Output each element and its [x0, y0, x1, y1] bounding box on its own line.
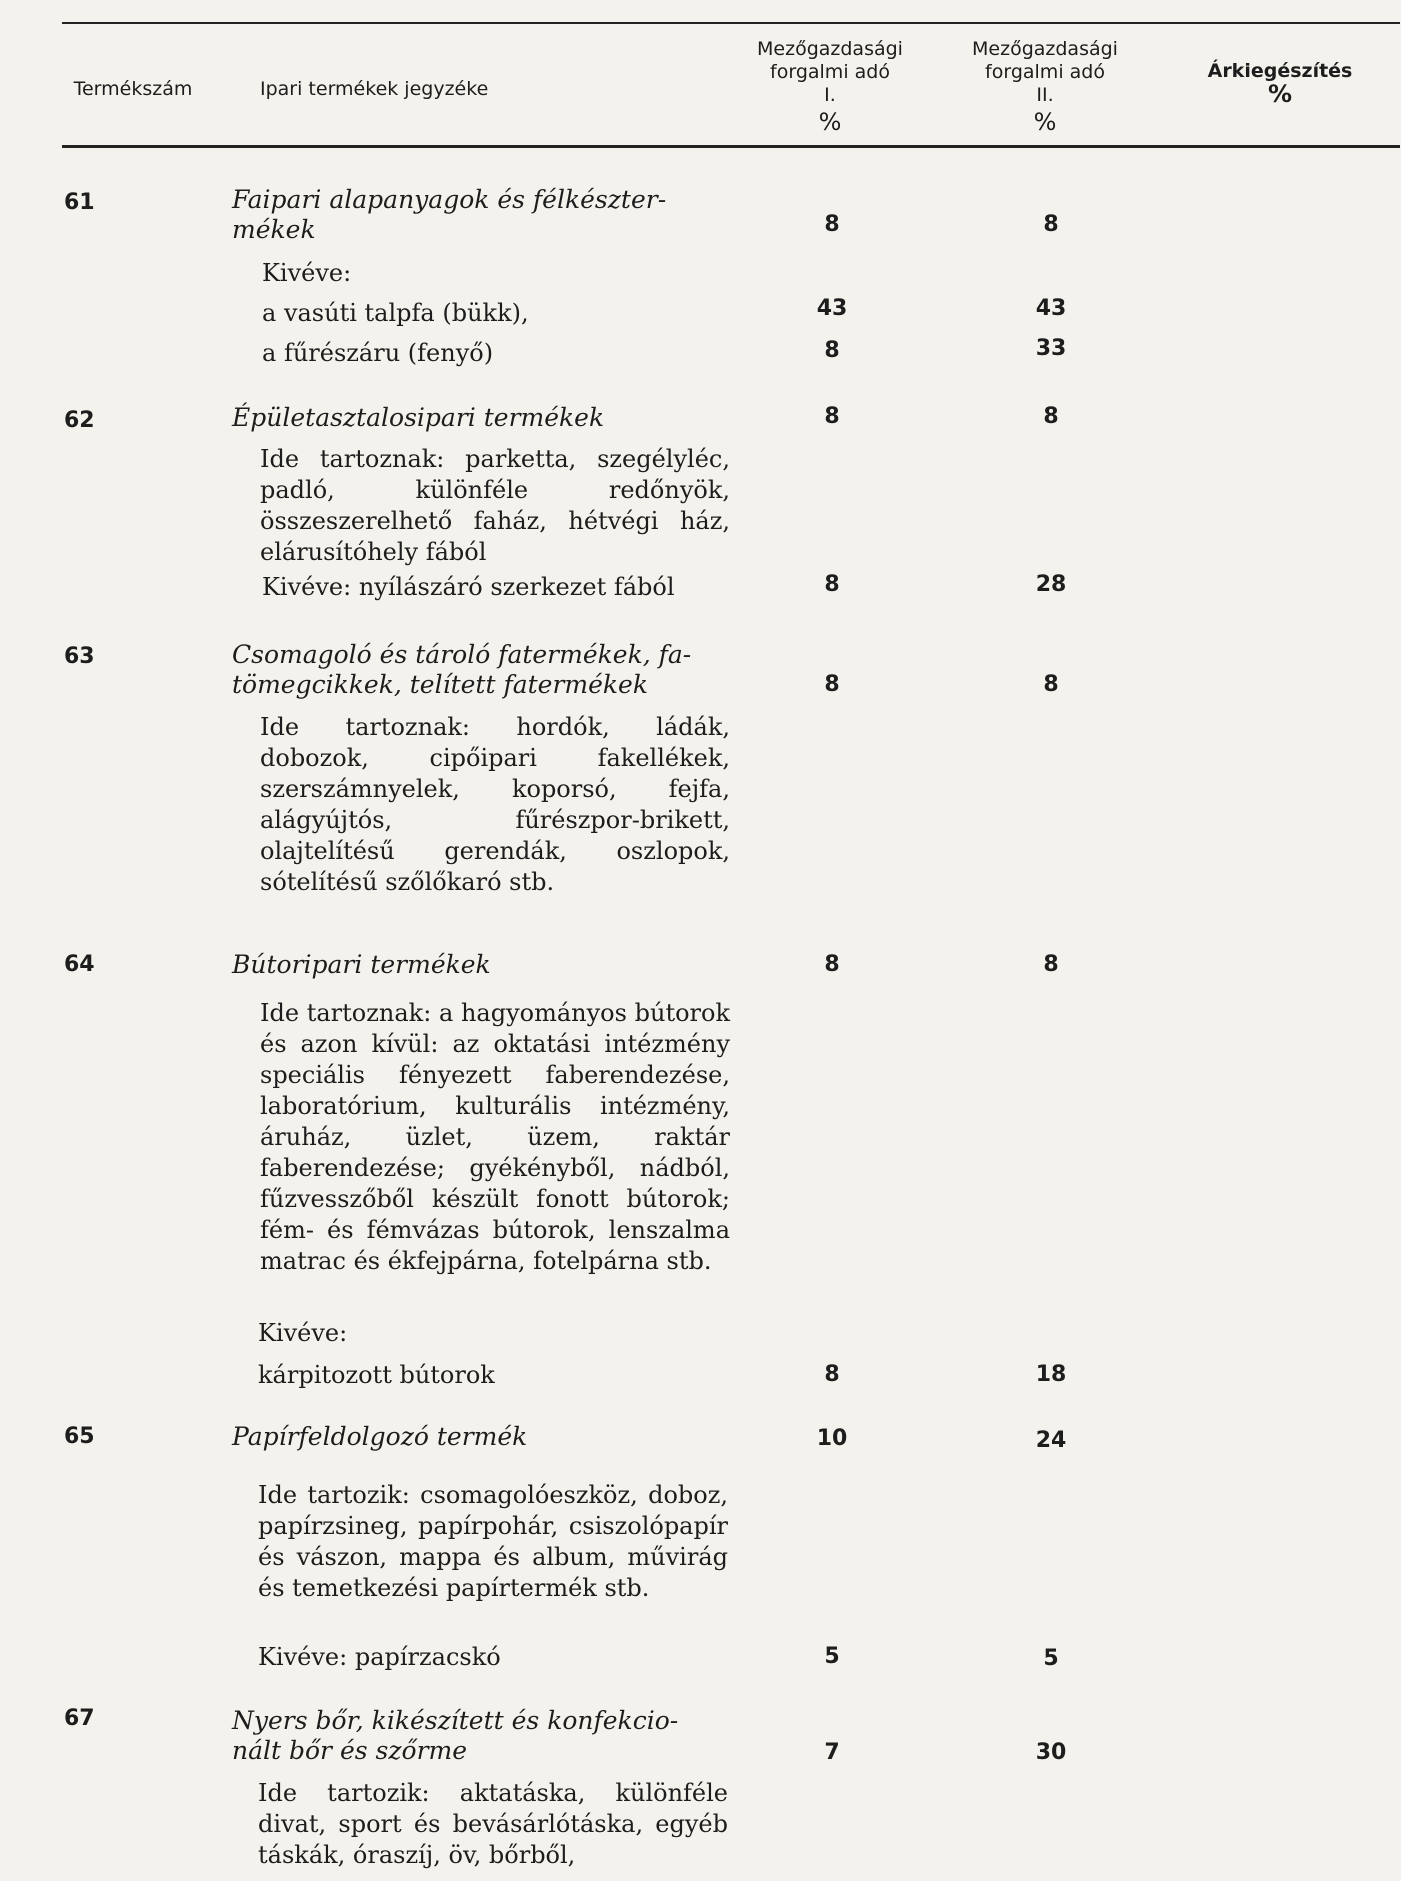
entry-65-tax2: 24	[1035, 1428, 1067, 1453]
entry-61-exception-1-tax1: 43	[816, 296, 848, 321]
entry-62-code: 62	[64, 408, 95, 433]
entry-64-description: Ide tartoznak: a hagyományos bútorok és azon kívül: az oktatási intézmény speciális fényezett faberendezése, laboratórium, kulturális intézmény, áruház, üzlet, üzem, raktár faberendezése; gyékényből, nádból, fűzvesszőből készült fonott bútorok; fém- és fémvázas bútorok, lenszalma matrac és ékfejpárna, fotelpárna stb.	[260, 999, 730, 1275]
entry-61-title: Faipari alapanyagok és félkészter- mékek	[232, 185, 667, 244]
entry-61-exception-2-tax1: 8	[824, 338, 840, 363]
entry-65-exception-1-tax2: 5	[1043, 1646, 1059, 1671]
entry-63-tax2: 8	[1043, 672, 1059, 697]
top-rule	[62, 22, 1400, 24]
entry-61-exception-2-tax2: 33	[1035, 336, 1067, 361]
entry-64-exception-1: kárpitozott bútorok	[258, 1361, 495, 1389]
entry-65-code: 65	[64, 1424, 95, 1449]
entry-62-exception-1: Kivéve: nyílászáró szerkezet fából	[262, 573, 675, 601]
entry-65-tax1: 10	[816, 1426, 848, 1451]
entry-61-tax1: 8	[824, 212, 840, 237]
entry-67-description: Ide tartozik: aktatáska, különféle divat, sport és bevásárlótáska, egyéb táskák, óraszíj, öv, bőrből,	[258, 1779, 728, 1869]
header-product-list: Ipari termékek jegyzéke	[260, 78, 489, 100]
entry-62-exception-1-tax1: 8	[824, 572, 840, 597]
entry-63-title: Csomagoló és tároló fatermékek, fa- tömegcikkek, telített fatermékek	[232, 640, 692, 699]
entry-64-exception-1-tax2: 18	[1035, 1362, 1067, 1387]
header-price-supplement: Árkiegészítés %	[1207, 60, 1353, 108]
entry-65-title: Papírfeldolgozó termék	[232, 1422, 528, 1451]
entry-65-exception-1-tax1: 5	[824, 1644, 840, 1669]
entry-63-description: Ide tartoznak: hordók, ládák, dobozok, cipőipari fakellékek, szerszámnyelek, koporsó, fejfa, alágyújtós, fűrészpor-brikett, olajtelítésű gerendák, oszlopok, sótelítésű szőlőkaró stb.	[260, 713, 730, 896]
entry-61-exception-2: a fűrészáru (fenyő)	[262, 339, 494, 367]
entry-65-description: Ide tartozik: csomagolóeszköz, doboz, papírzsineg, papírpohár, csiszolópapír és vászon, mappa és album, művirág és temetkezési papírtermék stb.	[258, 1481, 728, 1602]
entry-62-description: Ide tartoznak: parketta, szegélyléc, padló, különféle redőnyök, összeszerelhető faház, hétvégi ház, elárusítóhely fából	[260, 445, 730, 566]
entry-61-tax2: 8	[1043, 212, 1059, 237]
entry-62-title: Épületasztalosipari termékek	[232, 403, 605, 432]
entry-64-exception-1-tax1: 8	[824, 1362, 840, 1387]
entry-62-exception-1-tax2: 28	[1035, 572, 1067, 597]
entry-67-code: 67	[64, 1706, 95, 1731]
entry-67-tax2: 30	[1035, 1740, 1067, 1765]
header-rule	[62, 145, 1400, 148]
entry-61-exception-1-tax2: 43	[1035, 296, 1067, 321]
entry-64-tax1: 8	[824, 952, 840, 977]
header-product-code: Termékszám	[73, 78, 193, 100]
entry-62-tax1: 8	[824, 404, 840, 429]
entry-67-title: Nyers bőr, kikészített és konfekcio- nált bőr és szőrme	[232, 1706, 679, 1765]
entry-64-title: Bútoripari termékek	[232, 950, 491, 979]
entry-64-code: 64	[64, 952, 95, 977]
entry-61-code: 61	[64, 190, 95, 215]
entry-62-tax2: 8	[1043, 404, 1059, 429]
entry-61-exceptions-label: Kivéve:	[262, 259, 352, 287]
entry-64-exceptions-label: Kivéve:	[258, 1319, 348, 1347]
entry-63-tax1: 8	[824, 672, 840, 697]
entry-67-tax1: 7	[824, 1740, 840, 1765]
entry-63-code: 63	[64, 644, 95, 669]
entry-61-exception-1: a vasúti talpfa (bükk),	[262, 299, 529, 327]
entry-65-exception-1: Kivéve: papírzacskó	[258, 1643, 501, 1671]
header-tax-1: Mezőgazdasági forgalmi adó I. %	[757, 38, 903, 136]
entry-64-tax2: 8	[1043, 952, 1059, 977]
header-tax-2: Mezőgazdasági forgalmi adó II. %	[972, 38, 1118, 136]
